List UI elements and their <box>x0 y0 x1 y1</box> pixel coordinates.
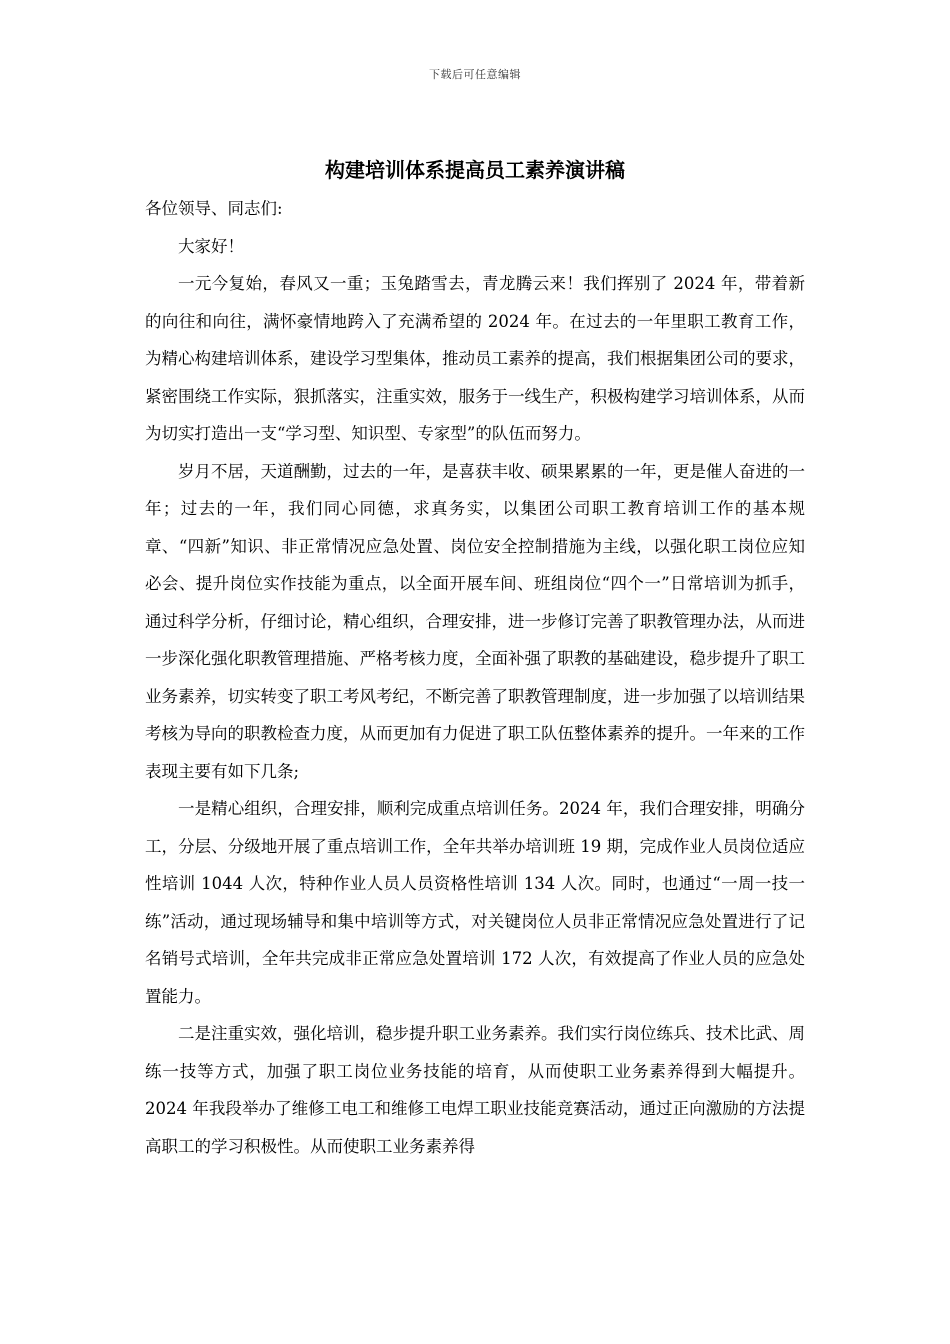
header-note: 下载后可任意编辑 <box>429 68 521 81</box>
paragraph-point-two: 二是注重实效，强化培训，稳步提升职工业务素养。我们实行岗位练兵、技术比武、周练一技等方式，加强了职工岗位业务技能的培育，从而使职工业务素养得到大幅提升。2024 年我段举办了维修工电工和维修工电焊工职业技能竞赛活动，通过正向激励的方法提高职工的学习积极性。从而使职工业务素养得 <box>145 1024 805 1156</box>
salutation: 各位领导、同志们: <box>145 199 283 218</box>
greeting: 大家好！ <box>178 236 244 256</box>
paragraph-opening: 一元今复始，春风又一重；玉兔踏雪去，青龙腾云来！我们挥别了 2024 年，带着新的向往和向往，满怀豪情地跨入了充满希望的 2024 年。在过去的一年里职工教育工作，为精心构建培训体系，建设学习型集体，推动员工素养的提高，我们根据集团公司的要求，紧密围绕工作实际，狠抓落实，注重实效，服务于一线生产，积极构建学习培训体系，从而为切实打造出一支“学习型、知识型、专家型”的队伍而努力。 <box>145 274 805 443</box>
paragraph-point-one: 一是精心组织，合理安排，顺利完成重点培训任务。2024 年，我们合理安排，明确分工，分层、分级地开展了重点培训工作，全年共举办培训班 19 期，完成作业人员岗位适应性培训 1044 人次，特种作业人员人员资格性培训 134 人次。同时，也通过“一周一技一练”活动，通过现场辅导和集中培训等方式，对关键岗位人员非正常情况应急处置进行了记名销号式培训，全年共完成非正常应急处置培训 172 人次，有效提高了作业人员的应急处置能力。 <box>145 799 805 1006</box>
document-body <box>145 150 805 1165</box>
paragraph-review: 岁月不居，天道酬勤，过去的一年，是喜获丰收、硕果累累的一年，更是催人奋进的一年；过去的一年，我们同心同德，求真务实，以集团公司职工教育培训工作的基本规章、“四新”知识、非正常情况应急处置、岗位安全控制措施为主线，以强化职工岗位应知必会、提升岗位实作技能为重点，以全面开展车间、班组岗位“四个一”日常培训为抓手，通过科学分析，仔细讨论，精心组织，合理安排，进一步修订完善了职教管理办法，从而进一步深化强化职教管理措施、严格考核力度，全面补强了职教的基础建设，稳步提升了职工业务素养，切实转变了职工考风考纪，不断完善了职教管理制度，进一步加强了以培训结果考核为导向的职教检查力度，从而更加有力促进了职工队伍整体素养的提升。一年来的工作表现主要有如下几条; <box>145 461 805 781</box>
document-title: 构建培训体系提高员工素养演讲稿 <box>325 158 625 182</box>
